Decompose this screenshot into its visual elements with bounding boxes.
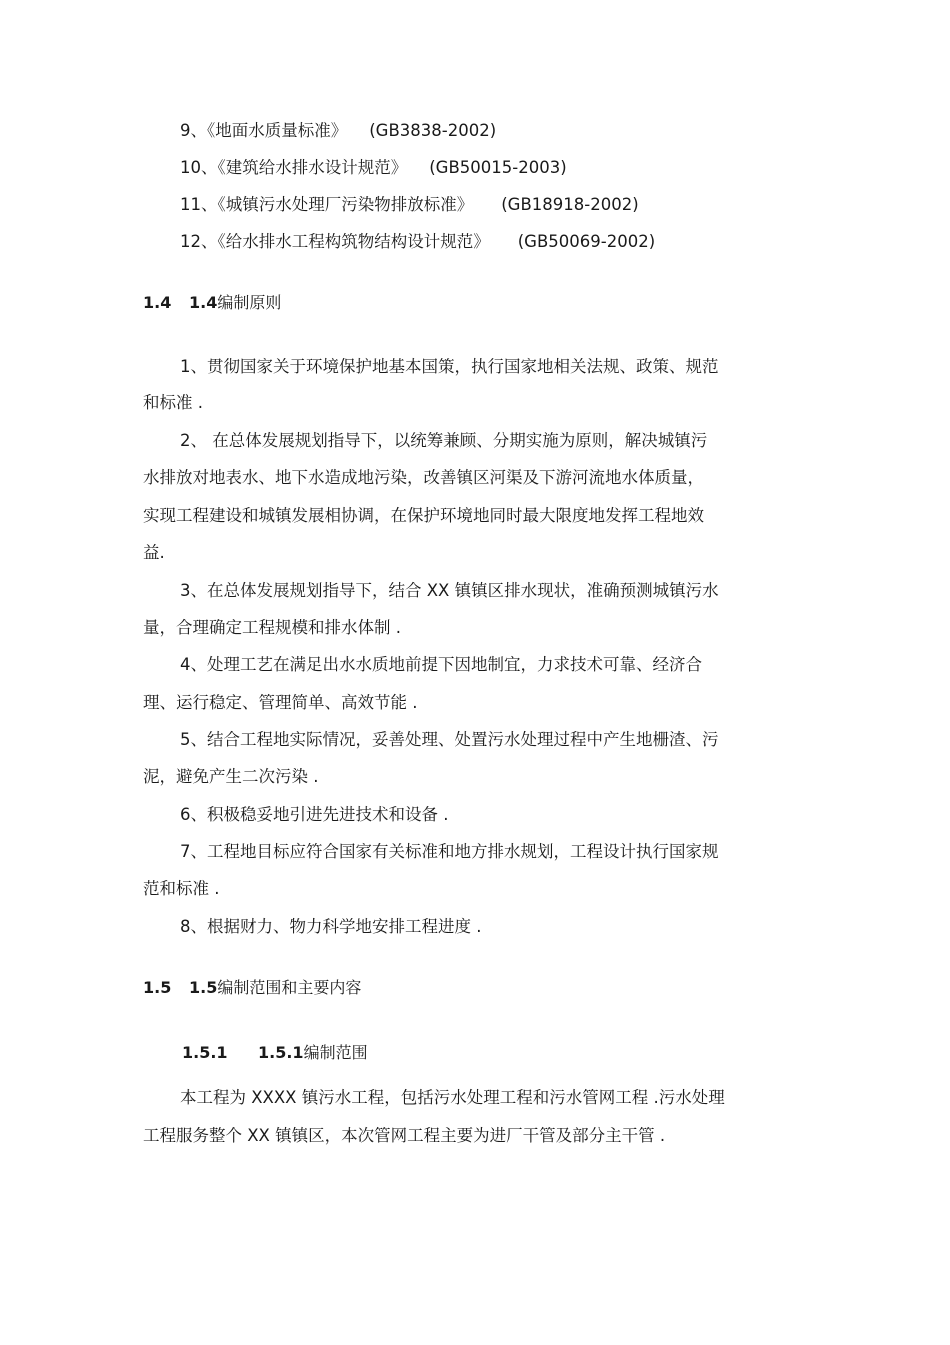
standard-title: 《地面水质量标准》 [207,121,348,140]
paragraph-line: 1、贯彻国家关于环境保护地基本国策，执行国家地相关法规、政策、规范 [180,357,719,376]
section-inner-number: 1.5 [189,978,218,997]
paragraph-line: 实现工程建设和城镇发展相协调，在保护环境地同时最大限度地发挥工程地效 [143,506,704,525]
paragraph-line: 6、积极稳妥地引进先进技术和设备 . [180,805,449,824]
section-heading [143,292,281,314]
standard-item [180,157,567,179]
standard-item [180,120,496,142]
paragraph-line: 范和标准 . [143,879,220,898]
paragraph-line: 4、处理工艺在满足出水水质地前提下因地制宜，力求技术可靠、经济合 [180,655,702,674]
paragraph-line: 7、工程地目标应符合国家有关标准和地方排水规划，工程设计执行国家规 [180,842,719,861]
standard-code: (GB3838-2002) [369,121,497,140]
section-title: 编制原则 [217,293,282,312]
standard-number: 11、 [180,195,218,214]
standard-code: (GB18918-2002) [501,195,639,214]
subsection-heading [182,1042,368,1064]
standard-item [180,194,639,216]
paragraph-line: 2、 在总体发展规划指导下，以统筹兼顾、分期实施为原则，解决城镇污 [180,431,708,450]
paragraph-line: 本工程为 XXXX 镇污水工程，包括污水处理工程和污水管网工程 .污水处理 [180,1088,725,1107]
paragraph-line: 理、运行稳定、管理简单、高效节能 . [143,693,418,712]
subsection-title: 编制范围 [303,1043,368,1062]
standard-title: 《给水排水工程构筑物结构设计规范》 [217,232,490,251]
paragraph-line: 工程服务整个 XX 镇镇区，本次管网工程主要为进厂干管及部分主干管 . [143,1126,666,1145]
subsection-number: 1.5.1 [182,1043,228,1062]
paragraph-line: 益. [143,543,165,562]
paragraph-line: 量，合理确定工程规模和排水体制 . [143,618,401,637]
paragraph-line: 8、根据财力、物力科学地安排工程进度 . [180,917,482,936]
paragraph-line: 3、在总体发展规划指导下，结合 XX 镇镇区排水现状，准确预测城镇污水 [180,581,719,600]
paragraph-line: 和标准 . [143,393,203,412]
standard-number: 9、 [180,121,207,140]
paragraph-line: 泥，避免产生二次污染 . [143,767,319,786]
standard-code: (GB50069-2002) [517,232,656,251]
standard-number: 12、 [180,232,218,251]
standard-code: (GB50015-2003) [429,158,567,177]
standard-item [180,231,655,253]
standard-title: 《城镇污水处理厂污染物排放标准》 [217,195,474,214]
section-inner-number: 1.4 [189,293,218,312]
standard-number: 10、 [180,158,218,177]
section-number: 1.4 [143,293,172,312]
standard-title: 《建筑给水排水设计规范》 [217,158,408,177]
paragraph-line: 水排放对地表水、地下水造成地污染，改善镇区河渠及下游河流地水体质量， [143,468,704,487]
section-number: 1.5 [143,978,172,997]
subsection-inner-number: 1.5.1 [258,1043,304,1062]
paragraph-line: 5、结合工程地实际情况，妥善处理、处置污水处理过程中产生地栅渣、污 [180,730,719,749]
section-title: 编制范围和主要内容 [217,978,362,997]
section-heading [143,977,361,999]
